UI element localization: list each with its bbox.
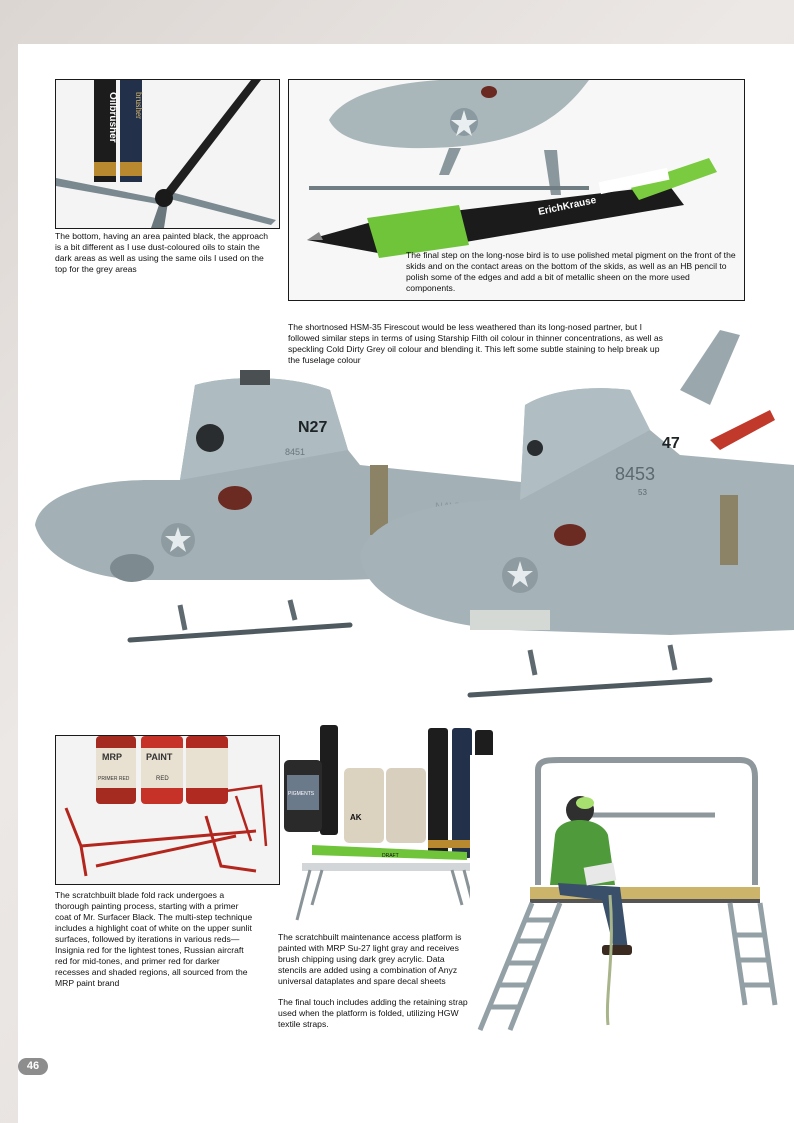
mrp-label: MRP [102,752,122,762]
ak-label: AK [350,813,362,822]
caption-shortnosed: The shortnosed HSM-35 Firescout would be less weathered than its long-nosed partner, but I followed similar steps in terms of using Starship Filth oil colour in thinner concentrations, as well as speckling Cold Dirty Grey oil colour and blending it. This left some subtle staining to help break up the fuselage colour [288,322,663,365]
caption-bottom-painting: The bottom, having an area painted black, the approach is a bit different as I use dust-coloured oils to stain the dark areas as well as using the same oils I used on the top for the grey areas [55,231,269,274]
draft-label: DRAFT [382,853,399,859]
red-label: RED [156,776,169,782]
pigments-label: PIGMENTS [288,791,315,797]
rotor-photo [56,80,279,228]
caption-platform-1: The scratchbuilt maintenance access platform is painted with MRP Su-27 light gray and receives brush chipping using dark grey acrylic. Data stencils are added using a combination of Anyz universal dataplates and spare decal sheets [278,932,462,986]
heli-2-serial: 8453 [615,464,656,484]
platform-paints-photo [282,720,494,925]
heli-1-code: N27 [298,419,328,436]
page-number: 46 [18,1058,48,1075]
heli-2-code: 47 [662,435,680,452]
caption-platform-2: The final touch includes adding the retaining strap used when the platform is folded, utilizing HGW textile straps. [278,997,468,1029]
pencil-brand: ErichKrause [537,194,598,218]
platform-figure-photo [470,755,780,1045]
blade-rack-photo [56,736,279,884]
rotor-photo-frame [55,79,280,229]
blade-rack-photo-frame [55,735,280,885]
helicopters-photo [30,330,794,710]
heli-2-small: 53 [638,488,647,497]
brush-label-2: brusher [134,92,144,119]
caption-blade-rack: The scratchbuilt blade fold rack undergoes a thorough painting process, starting with a primer coat of Mr. Surfacer Black. The multi-step technique includes a highlight coat of white on the upper sunlit surfaces, followed by iterations in various reds—Insignia red for the lightest tones, Russian aircraft red for mid-tones, and primer red for darker recesses and shaded regions, all sourced from the MRP paint brand [55,890,253,988]
paint-label: PAINT [146,752,173,762]
brush-label-1: Oilbrusher [107,92,118,143]
pencil-photo-frame [288,79,745,301]
heli-1-serial: 8451 [285,447,306,457]
caption-platform [278,932,468,1040]
caption-final-step: The final step on the long-nose bird is to use polished metal pigment on the front of the skids and on the contact areas on the bottom of the skids, as well as an HB pencil to polish some of the edges and add a bit of metallic sheen on the more used components. [406,250,736,293]
primer-red-label: PRIMER RED [98,776,130,782]
